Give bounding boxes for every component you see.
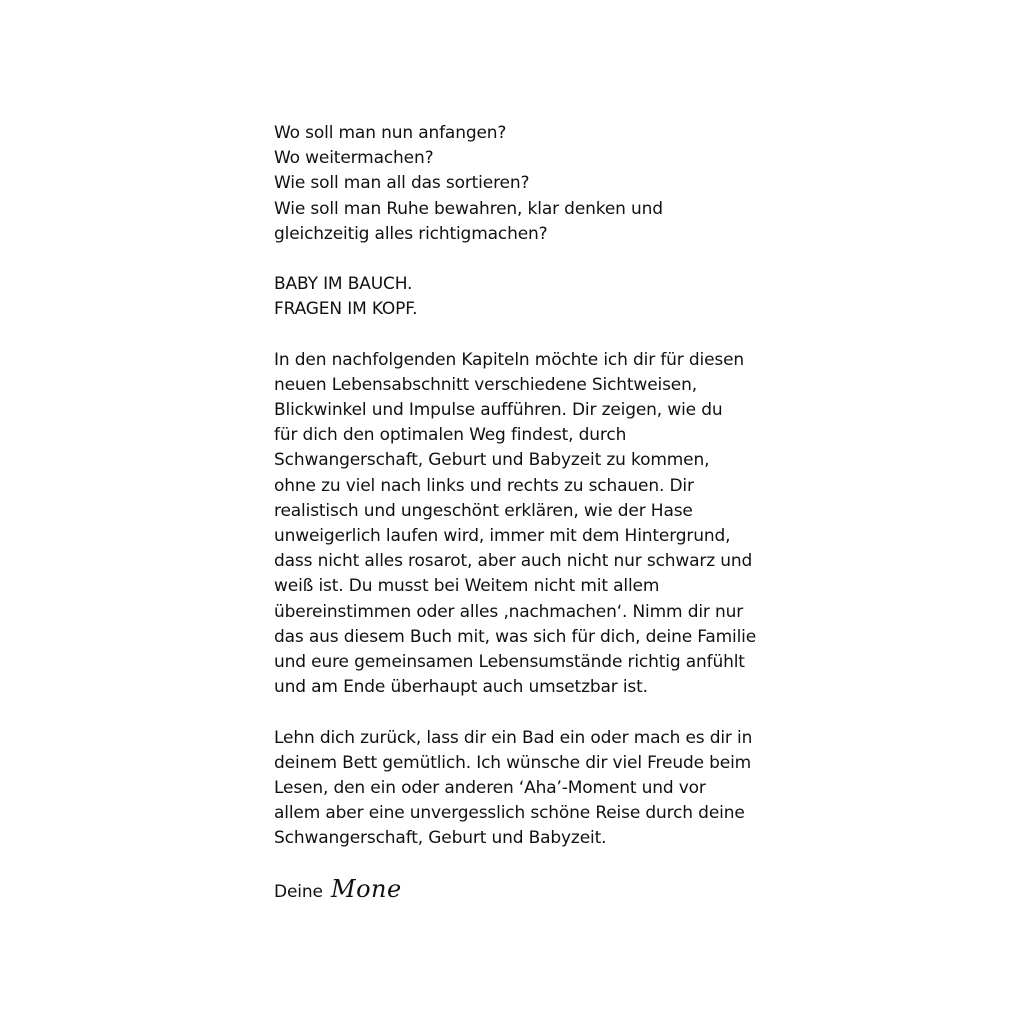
paragraph-line: neuen Lebensabschnitt verschiedene Sichtweisen,	[274, 374, 697, 395]
intro-line: Wie soll man Ruhe bewahren, klar denken und	[274, 198, 663, 219]
paragraph-line: Blickwinkel und Impulse aufführen. Dir zeigen, wie du	[274, 400, 723, 421]
salutation: Deine	[274, 882, 323, 902]
paragraph-line: weiß ist. Du musst bei Weitem nicht mit allem	[274, 576, 660, 597]
paragraph-line: für dich den optimalen Weg findest, durch	[274, 425, 627, 446]
paragraph-line: Schwangerschaft, Geburt und Babyzeit zu kommen,	[274, 450, 710, 471]
signature: Mone	[331, 875, 402, 903]
intro-line: gleichzeitig alles richtigmachen?	[274, 223, 548, 244]
paragraph-line: realistisch und ungeschönt erklären, wie der Hase	[274, 500, 693, 521]
paragraph-line: und eure gemeinsamen Lebensumstände richtig anfühlt	[274, 651, 745, 672]
paragraph-gap	[274, 247, 774, 272]
intro-line: Wo weitermachen?	[274, 148, 434, 169]
paragraph-line: Lehn dich zurück, lass dir ein Bad ein oder mach es dir in	[274, 727, 753, 748]
intro-questions	[274, 121, 774, 247]
paragraph-line: unweigerlich laufen wird, immer mit dem Hintergrund,	[274, 526, 731, 546]
headline-line: BABY IM BAUCH.	[274, 274, 413, 295]
paragraph-closing	[274, 726, 774, 852]
paragraph-line: das aus diesem Buch mit, was sich für dich, deine Familie	[274, 626, 757, 647]
paragraph-line: dass nicht alles rosarot, aber auch nicht nur schwarz und	[274, 551, 753, 572]
body-text	[274, 121, 774, 851]
headline	[274, 272, 774, 322]
paragraph-line: übereinstimmen oder alles ‚nachmachen‘. Nimm dir nur	[274, 601, 744, 622]
paragraph-line: deinem Bett gemütlich. Ich wünsche dir viel Freude beim	[274, 752, 752, 773]
intro-line: Wo soll man nun anfangen?	[274, 123, 507, 143]
intro-line: Wie soll man all das sortieren?	[274, 173, 530, 194]
headline-line: FRAGEN IM KOPF.	[274, 299, 418, 320]
paragraph-gap	[274, 323, 774, 348]
paragraph-line: Schwangerschaft, Geburt und Babyzeit.	[274, 828, 607, 849]
paragraph-line: ohne zu viel nach links und rechts zu schauen. Dir	[274, 475, 694, 496]
signature-block	[274, 875, 402, 903]
paragraph-line: allem aber eine unvergesslich schöne Reise durch deine	[274, 803, 745, 824]
paragraph-line: In den nachfolgenden Kapiteln möchte ich dir für diesen	[274, 349, 745, 370]
paragraph-main	[274, 348, 774, 701]
paragraph-line: Lesen, den ein oder anderen ‘Aha’-Moment und vor	[274, 777, 706, 798]
paragraph-line: und am Ende überhaupt auch umsetzbar ist.	[274, 677, 648, 698]
paragraph-gap	[274, 700, 774, 725]
